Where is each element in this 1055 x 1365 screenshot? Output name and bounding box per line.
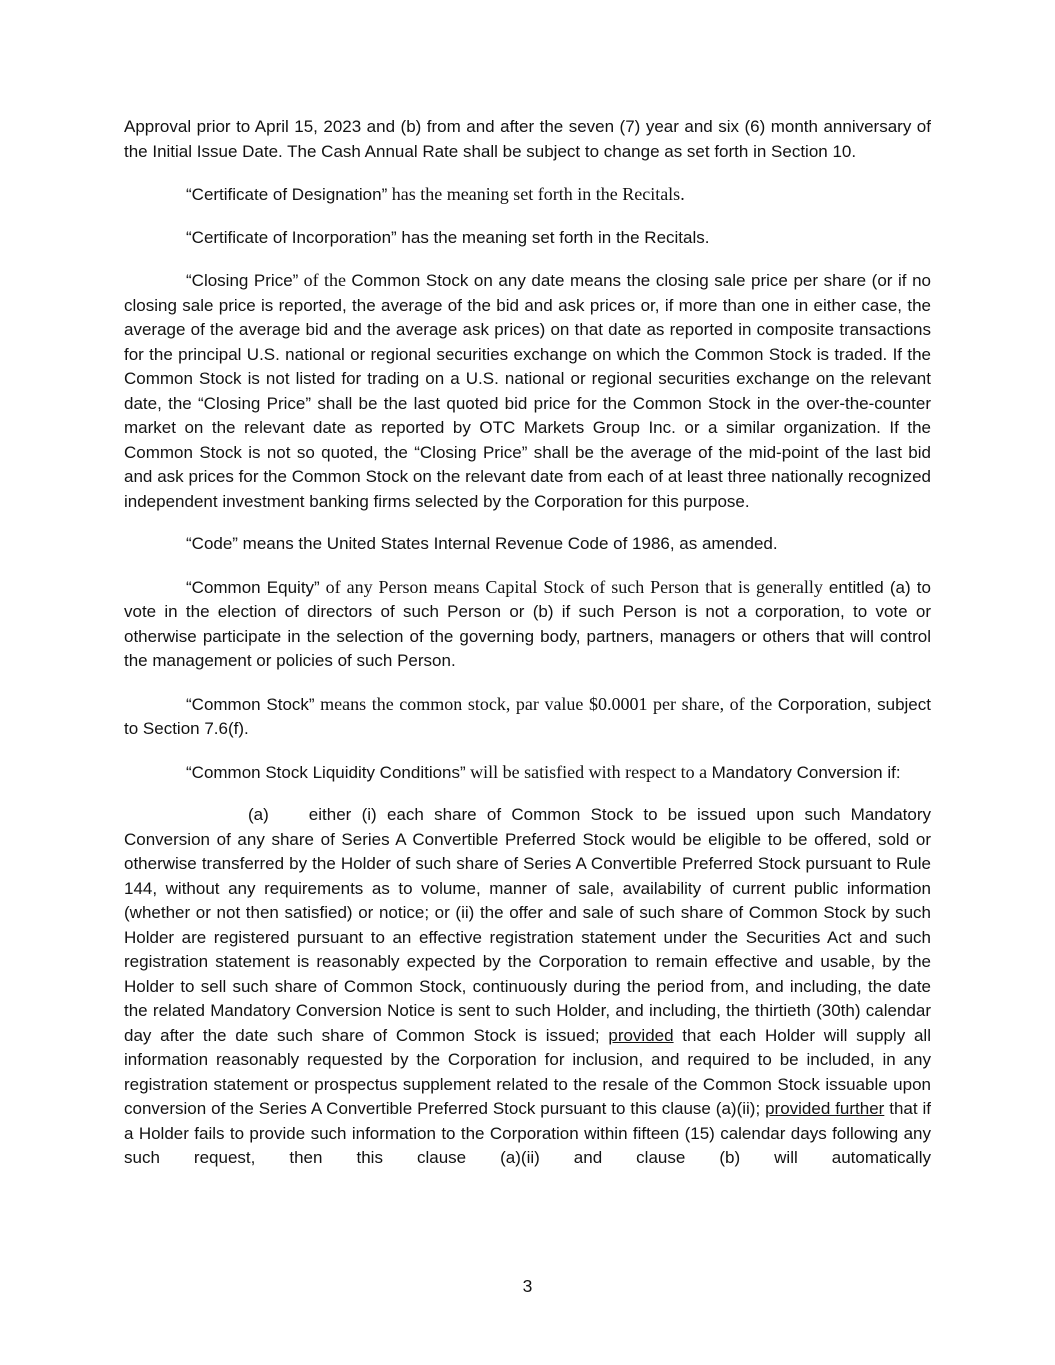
text-run: either (i) each share of Common Stock to be issued upon such Mandatory Conversion of any share of Series A Convertible Preferred Stock would be eligible to be offered, sold or otherwise transferred by the Holder of such share of Series A Convertible Preferred Stock pursuant to Rule 144, without any requirements as to volume, manner of sale, availability of current public information (whether or not then satisfied) or notice; or (ii) the offer and sale of such share of Common Stock by such Holder are registered pursuant to an effective registration statement under the Securities Act and such registration statement is reasonably expected by the Corporation to remain effective and usable, by the Holder to sell such share of Common Stock, continuously during the period from, and including, the date the related Mandatory Conversion Notice is sent to such Holder, and including, the thirtieth (30th) calendar day after the date such share of Common Stock is issued;	[124, 805, 931, 1045]
text-run: “Certificate of Incorporation” has the meaning set forth in the Recitals.	[186, 227, 710, 247]
paragraph	[124, 532, 931, 557]
document-body	[124, 115, 931, 1189]
text-run: of any Person means Capital Stock of such Person that is generally	[319, 576, 829, 597]
text-run: Approval prior to April 15, 2023 and (b) from and after the seven (7) year and six (6) month anniversary of the Initial Issue Date. The Cash Annual Rate shall be subject to change as set forth in Section 10.	[124, 117, 931, 161]
text-run: provided further	[765, 1099, 885, 1118]
text-run: “Closing Price”	[186, 271, 299, 290]
text-run: has the meaning set forth in the Recitals.	[387, 184, 685, 204]
text-run: “Common Stock”	[186, 694, 315, 714]
text-run: entitled (a) to vote in the election of directors of such Person or (b) if such Person is not a corporation, to vote or otherwise participate in the selection of the governing body, partners, managers or others that will control the management or policies of such Person.	[124, 577, 931, 670]
text-run: means the common stock, par value $0.0001 per share, of the	[314, 693, 778, 714]
text-run: that if a Holder fails to provide such information to the Corporation within fifteen (15) calendar days following any such request, then this clause (a)(ii) and clause (b) will automatically	[124, 1099, 931, 1167]
paragraph	[124, 268, 931, 514]
paragraph	[124, 182, 931, 208]
page-number: 3	[522, 1276, 533, 1296]
text-run: “Code” means the United States Internal Revenue Code of 1986, as amended.	[186, 534, 778, 553]
paragraph	[124, 692, 931, 742]
paragraph	[124, 803, 931, 1171]
paragraph	[124, 115, 931, 164]
text-run: Corporation, subject to Section 7.6(f).	[124, 694, 931, 738]
text-run: that each Holder will supply all information reasonably requested by the Corporation for inclusion, and required to be included, in any registration statement or prospectus supplement related to the resale of the Common Stock issuable upon conversion of the Series A Convertible Preferred Stock pursuant to this clause (a)(ii);	[124, 1025, 931, 1118]
text-run: “Common Stock Liquidity Conditions”	[186, 762, 466, 782]
text-run: Mandatory Conversion if:	[711, 762, 901, 782]
paragraph	[124, 760, 931, 786]
text-run: will be satisfied with respect to a	[465, 761, 712, 782]
text-run: (a)	[248, 805, 269, 824]
paragraph	[124, 226, 931, 251]
text-run: “Common Equity”	[186, 577, 320, 597]
text-run: “Certificate of Designation”	[186, 185, 388, 204]
text-run: of the	[298, 270, 352, 290]
paragraph	[124, 575, 931, 674]
text-run: Common Stock on any date means the closing sale price per share (or if no closing sale price is reported, the average of the bid and ask prices or, if more than one in either case, the average of the average bid and the average ask prices) on that date as reported in composite transactions for the principal U.S. national or regional securities exchange on which the Common Stock is traded. If the Common Stock is not listed for trading on a U.S. national or regional securities exchange on the relevant date, the “Closing Price” shall be the last quoted bid price for the Common Stock in the over-the-counter market on the relevant date as reported by OTC Markets Group Inc. or a similar organization. If the Common Stock is not so quoted, the “Closing Price” shall be the average of the mid-point of the last bid and ask prices for the Common Stock on the relevant date from each of at least three nationally recognized independent investment banking firms selected by the Corporation for this purpose.	[124, 271, 931, 511]
text-run: provided	[608, 1025, 674, 1045]
